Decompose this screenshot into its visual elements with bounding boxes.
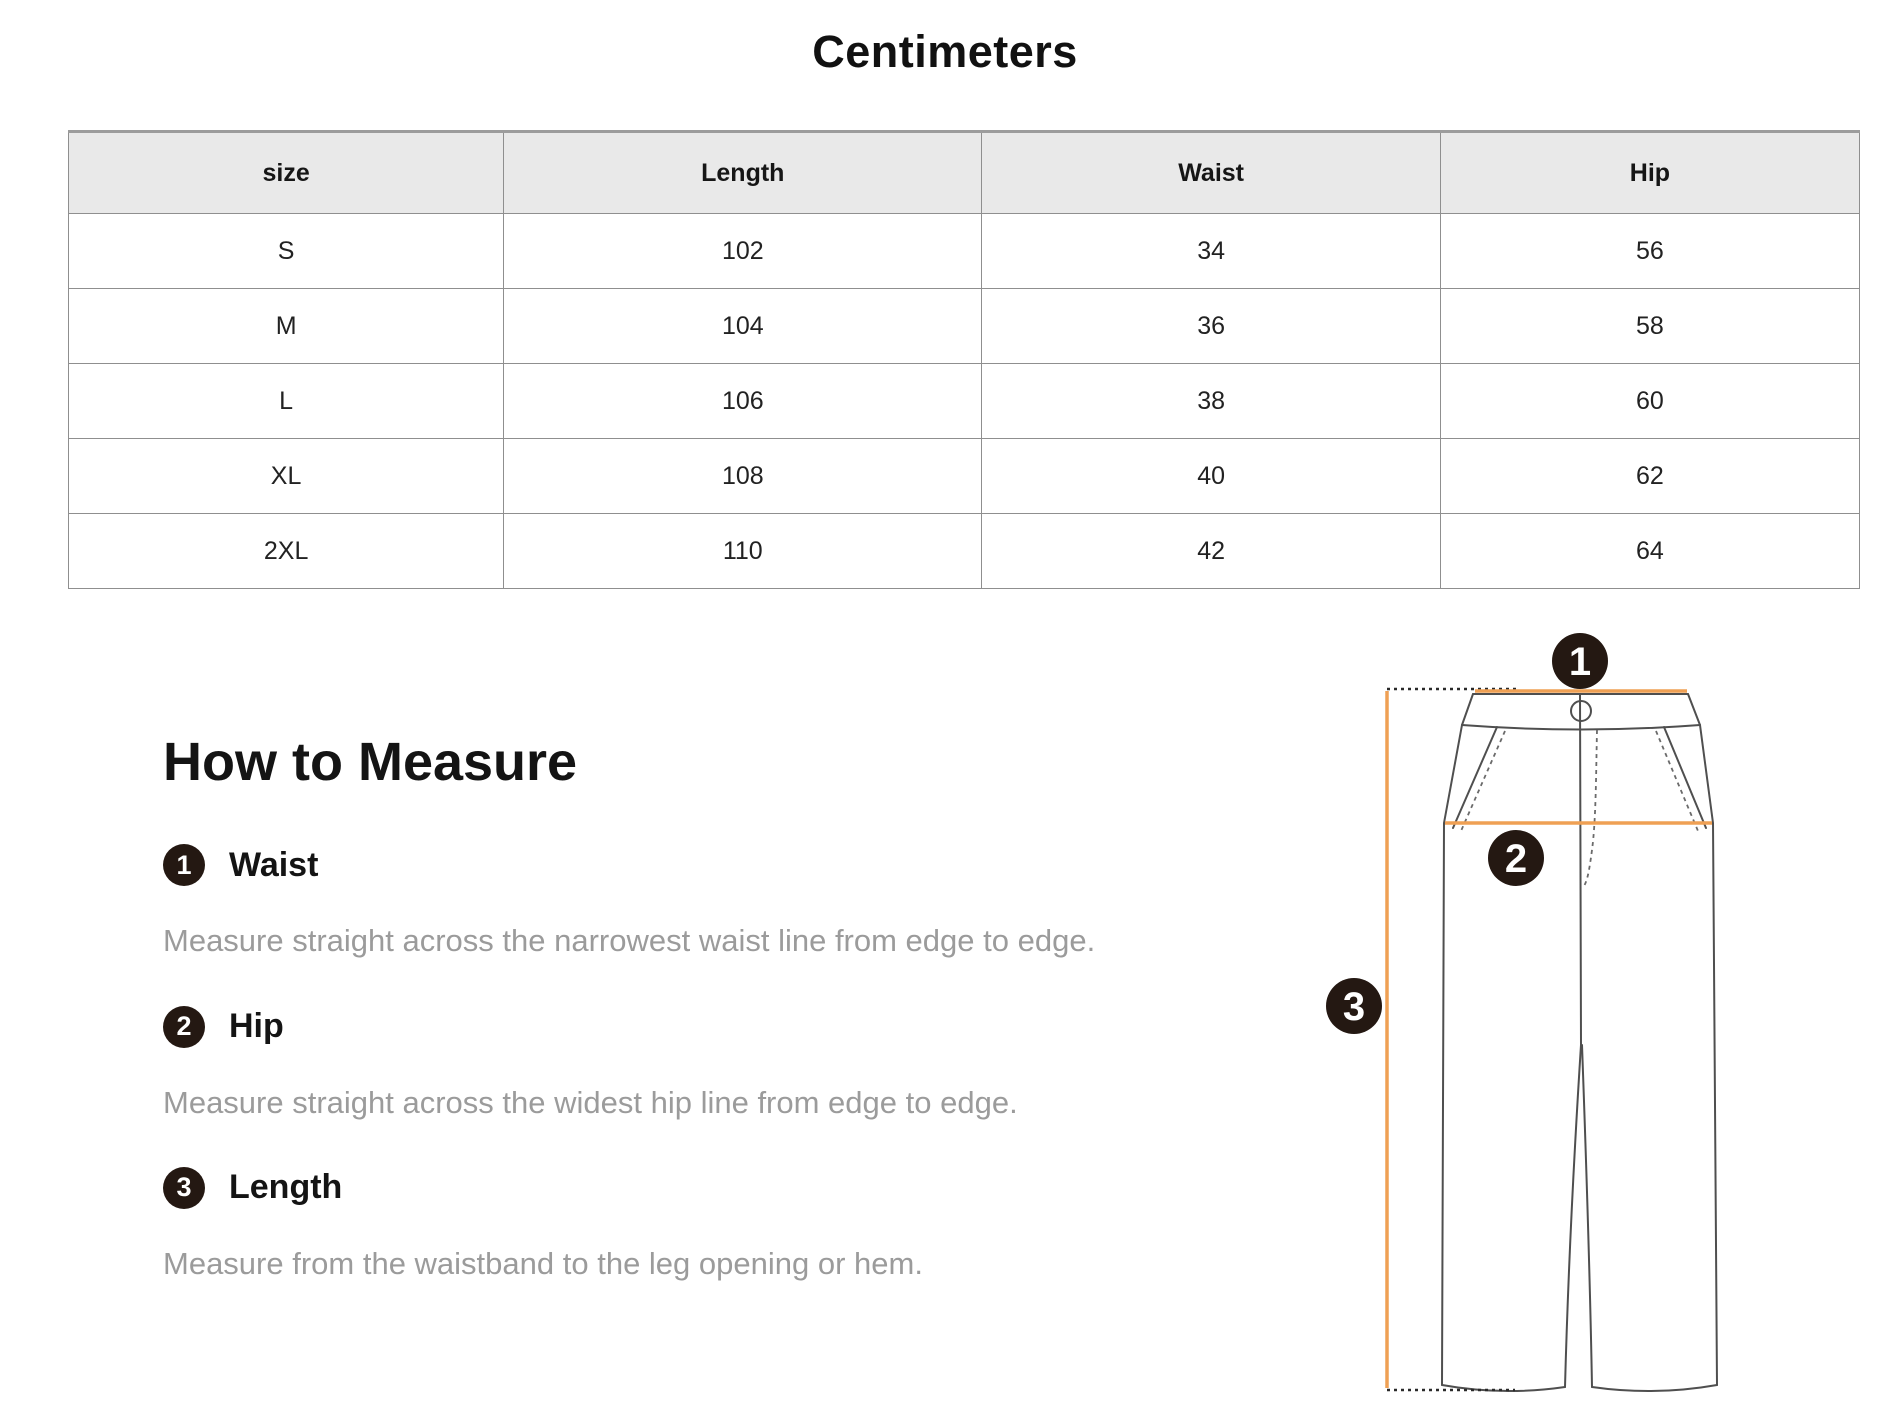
size-cell: XL (69, 439, 504, 514)
size-chart-header (69, 132, 1860, 214)
waist-cell: 36 (982, 289, 1440, 364)
size-cell: S (69, 214, 504, 289)
table-row (69, 514, 1860, 589)
hip-cell: 62 (1440, 439, 1859, 514)
how-to-measure-title: How to Measure (163, 732, 578, 792)
marker-3 (1326, 978, 1382, 1034)
table-row (69, 439, 1860, 514)
size-chart-table (68, 130, 1860, 589)
svg-text:1: 1 (1568, 640, 1592, 684)
hip-cell: 60 (1440, 364, 1859, 439)
column-header-waist: Waist (982, 132, 1440, 214)
length-cell: 102 (504, 214, 982, 289)
measure-item (163, 1167, 1193, 1282)
size-cell: M (69, 289, 504, 364)
unit-title: Centimeters (812, 26, 1078, 77)
measure-step-number-badge: 3 (163, 1167, 205, 1209)
measure-item (163, 844, 1193, 959)
how-to-measure-section (163, 733, 1193, 1328)
length-cell: 110 (504, 514, 982, 589)
measure-item (163, 1006, 1193, 1121)
measure-step-label: Length (229, 1168, 343, 1207)
waist-cell: 34 (982, 214, 1440, 289)
pants-diagram (1320, 625, 1800, 1405)
waist-cell: 42 (982, 514, 1440, 589)
table-row (69, 364, 1860, 439)
measure-step-number-badge: 2 (163, 1006, 205, 1048)
marker-2 (1488, 830, 1544, 886)
table-row (69, 214, 1860, 289)
waist-cell: 38 (982, 364, 1440, 439)
size-cell: 2XL (69, 514, 504, 589)
hip-cell: 64 (1440, 514, 1859, 589)
size-table-body (69, 214, 1860, 589)
measure-guide-dotted-lines (1387, 689, 1517, 1390)
table-row (69, 289, 1860, 364)
length-cell: 108 (504, 439, 982, 514)
pants-illustration (1320, 625, 1800, 1405)
length-cell: 106 (504, 364, 982, 439)
length-cell: 104 (504, 289, 982, 364)
svg-text:2: 2 (1504, 837, 1528, 881)
measure-step-label: Waist (229, 845, 319, 884)
column-header-hip: Hip (1440, 132, 1859, 214)
svg-text:3: 3 (1342, 985, 1366, 1029)
hip-cell: 58 (1440, 289, 1859, 364)
column-header-length: Length (504, 132, 982, 214)
measure-guide-orange-lines (1387, 691, 1712, 1388)
column-header-size: size (69, 132, 504, 214)
how-to-measure-list (163, 844, 1193, 1282)
measure-step-label: Hip (229, 1007, 284, 1046)
pants-outline (1442, 694, 1717, 1391)
measure-step-description: Measure straight across the widest hip line from edge to edge. (163, 1084, 1018, 1120)
hip-cell: 56 (1440, 214, 1859, 289)
measure-step-description: Measure from the waistband to the leg opening or hem. (163, 1245, 923, 1281)
measure-step-description: Measure straight across the narrowest waist line from edge to edge. (163, 923, 1096, 959)
size-cell: L (69, 364, 504, 439)
measure-step-number-badge: 1 (163, 844, 205, 886)
marker-1 (1552, 633, 1608, 689)
waist-cell: 40 (982, 439, 1440, 514)
